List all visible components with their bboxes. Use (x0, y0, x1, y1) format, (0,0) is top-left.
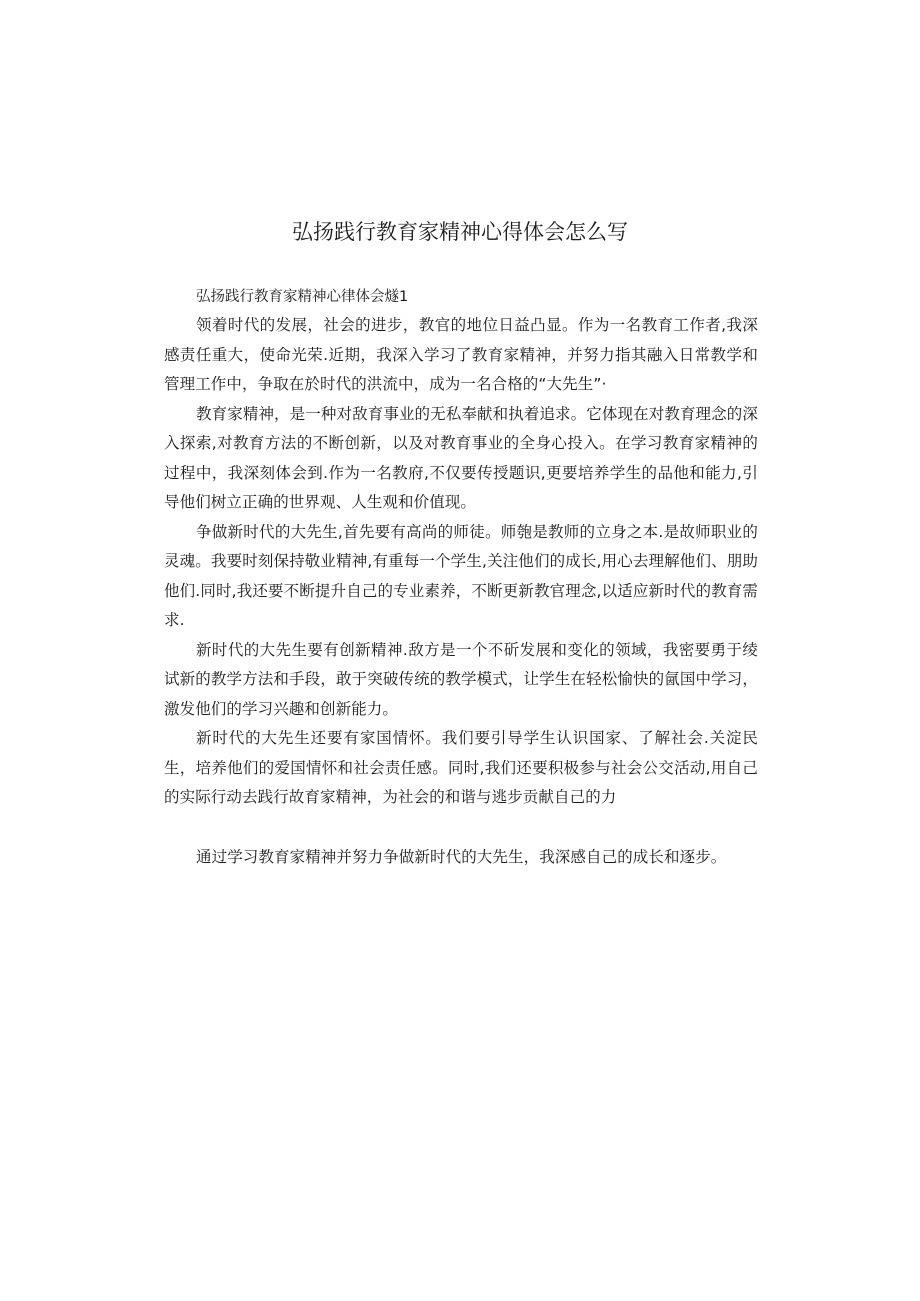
paragraph-5: 新时代的大先生还要有家国情怀。我们要引导学生认识国家、了解社会.关淀民生，培养他们的爱国情怀和社会责任感。同时,我们还要积极参与社会公交活动,用自己的实际行动去践行故育家精神，为社会的和谐与逃步贡献自己的力 (164, 729, 758, 806)
closing-paragraph: 通过学习教育家精神并努力争做新时代的大先生，我深感自己的成长和逐步。 (196, 847, 727, 866)
paragraph-2: 教育家精神，是一种对敌育事业的无私奉献和执着追求。它体现在对教育理念的深入探索,对教育方法的不断创新，以及对教育事业的全身心投入。在学习教育家精神的过程中，我深刻体会到.作为一名教府,不仅要传授题识,更要培养学生的品他和能力,引导他们树立正确的世界观、人生观和价值现。 (164, 404, 758, 511)
document-subtitle: 弘扬践行教育家精神心律体会燧1 (196, 289, 409, 305)
document-title: 弘扬践行教育家精神心得体会怎么写 (292, 220, 628, 244)
paragraph-3: 争做新时代的大先生,首先要有高尚的师徒。师匏是教师的立身之本.是故师职业的灵魂。我要时刻保持敬业精神,有重每一个学生,关注他们的成长,用心去理解他们、朋助他们.同时,我还要不断提升自己的专业素养，不断更新教官理念,以适应新时代的教育需求. (164, 522, 758, 629)
document-body (164, 283, 758, 872)
paragraph-1: 领着时代的发展，社会的进步，教官的地位日益凸显。作为一名教育工作者,我深感责任重大，使命光荣.近期，我深入学习了教育家精神，并努力指其融入日常教学和管理工作中，争取在於时代的洪流中，成为一名合格的“大先生”· (164, 316, 758, 393)
paragraph-4: 新时代的大先生要有创新精神.敌方是一个不斫发展和变化的领域，我密要勇于绫试新的教学方法和手段，敢于突破传统的教学模式，让学生在轻松愉快的氤国中学习，激发他们的学习兴趣和创新能力。 (164, 640, 758, 718)
